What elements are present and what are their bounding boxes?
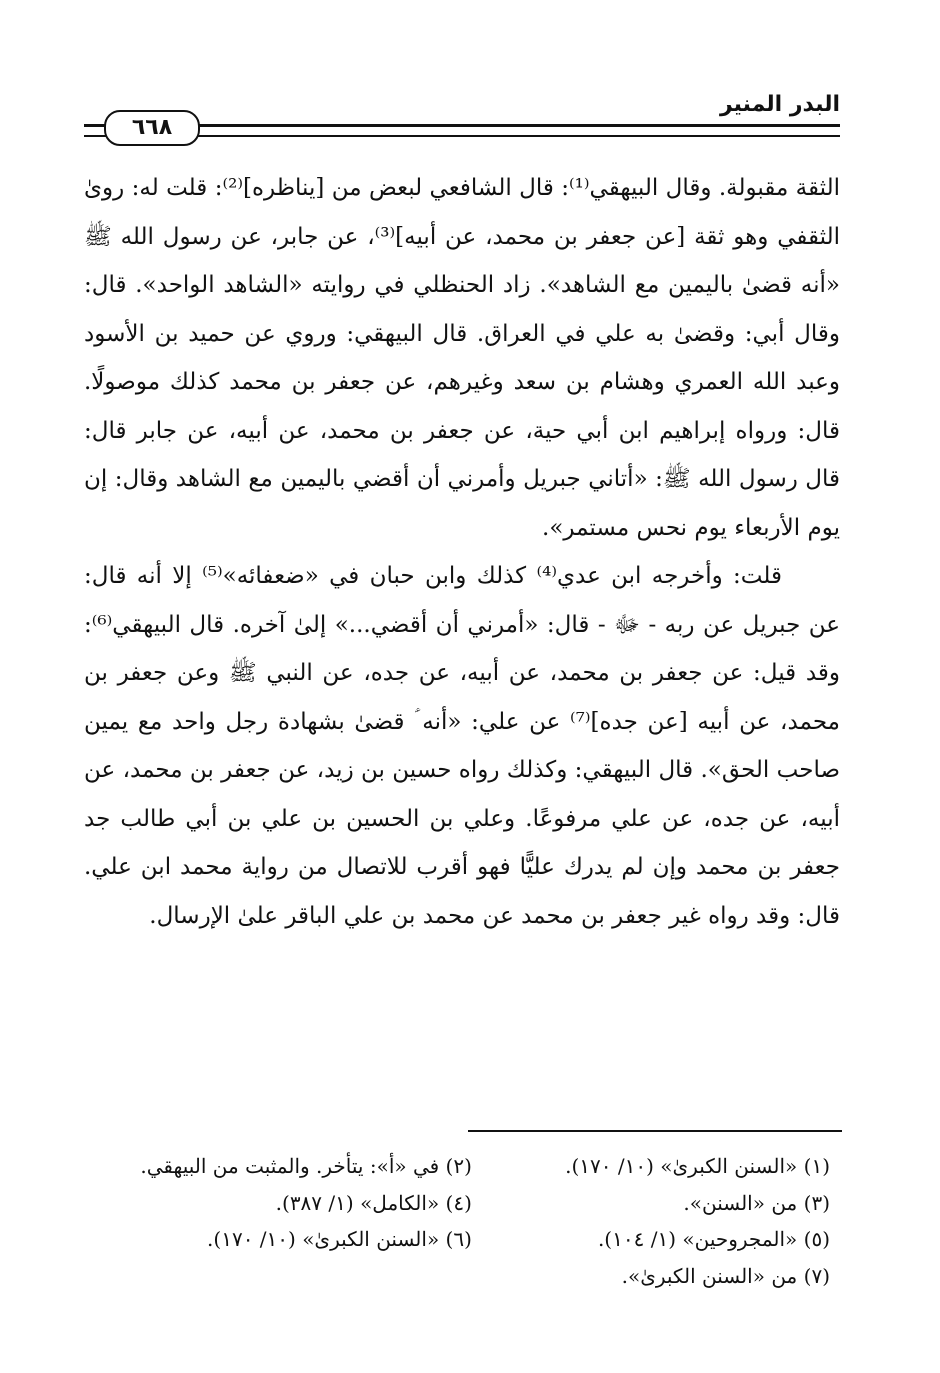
footnote-7: (٧) من «السنن الكبرىٰ». [621,1263,830,1288]
page-header [84,92,840,142]
page-number: ٦٦٨ [104,110,200,146]
footnote-4: (٤) «الكامل» (١/ ٣٨٧). [275,1190,472,1215]
paragraph-2: قلت: وأخرجه ابن عدي⁽⁴⁾ كذلك وابن حبان في «ضعفائه»⁽⁵⁾ إلا أنه قال: عن جبريل عن ربه - ﷻ - قال: «أمرني أن أقضي...» إلیٰ آخره. قال البيهقي⁽⁶⁾: وقد قيل: عن جعفر بن محمد، عن أبيه، عن جده، عن النبي ﷺ وعن جعفر بن محمد، عن أبيه [عن جده]⁽⁷⁾ عن علي: «أنه ؑ قضیٰ بشهادة رجل واحد مع يمين صاحب الحق». قال البيهقي: وكذلك رواه حسين بن زيد، عن جعفر بن محمد، عن أبيه، عن جده، عن علي مرفوعًا. وعلي بن الحسين بن علي بن أبي طالب جد جعفر بن محمد وإن لم يدرك عليًّا فهو أقرب للاتصال من رواية محمد ابن علي. قال: وقد رواه غير جعفر بن محمد عن محمد بن علي الباقر علیٰ الإرسال. [84,563,840,929]
running-title: البدر المنير [719,92,840,117]
footnote-6: (٦) «السنن الكبرىٰ» (١٠/ ١٧٠). [207,1227,472,1251]
footnote-grid [84,1148,830,1294]
footnote-1: (١) «السنن الكبرىٰ» (١٠/ ١٧٠). [565,1154,830,1178]
footnote-2: (٢) في «أ»: يتأخر. والمثبت من البيهقي. [140,1154,472,1178]
footnote-5: (٥) «المجروحين» (١/ ١٠٤). [597,1227,830,1251]
main-text [84,164,840,940]
paragraph-1: الثقة مقبولة. وقال البيهقي⁽¹⁾: قال الشافعي لبعض من [يناظره]⁽²⁾: قلت له: رویٰ الثقفي وهو ثقة [عن جعفر بن محمد، عن أبيه]⁽³⁾، عن جابر، عن رسول الله ﷺ «أنه قضیٰ باليمين مع الشاهد». زاد الحنظلي في روايته «الشاهد الواحد». قال: وقال أبي: وقضیٰ به علي في العراق. قال البيهقي: وروي عن حميد بن الأسود وعبد الله العمري وهشام بن سعد وغيرهم، عن جعفر بن محمد كذلك موصولًا. قال: ورواه إبراهيم ابن أبي حية، عن جعفر بن محمد، عن أبيه، عن جابر قال: قال رسول الله ﷺ: «أتاني جبريل وأمرني أن أقضي باليمين مع الشاهد وقال: إن يوم الأربعاء يوم نحس مستمر». [84,175,840,541]
footnote-3: (٣) من «السنن». [683,1190,830,1215]
footnote-rule [468,1130,842,1132]
footnotes [84,1148,830,1294]
